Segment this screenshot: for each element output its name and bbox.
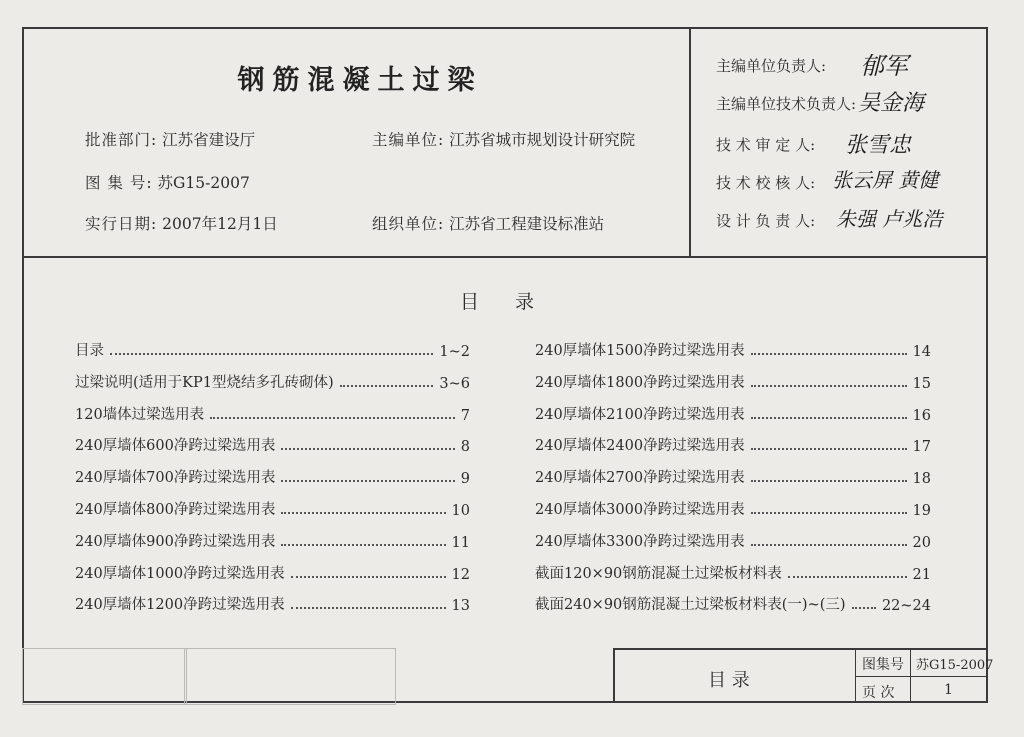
toc-entry-page: 9 (460, 471, 470, 488)
toc-entry-page: 21 (912, 566, 931, 583)
date-label: 实行日期: (85, 215, 158, 233)
org-value: 江苏省工程建设标准站 (449, 215, 605, 233)
title-block-inner-h (855, 676, 988, 677)
toc-entry-title: 240厚墙体1800净跨过梁选用表 (535, 374, 745, 391)
toc-entry-page: 20 (912, 534, 931, 551)
title-block-page-value: 1 (944, 682, 953, 698)
atlas-label: 图 集 号: (85, 174, 153, 192)
toc-entry-title: 240厚墙体3000净跨过梁选用表 (535, 502, 745, 518)
toc-entry (75, 338, 470, 360)
sig-label-chief-tech: 主编单位技术负责人: (716, 95, 857, 113)
toc-entry-page: 12 (451, 566, 470, 583)
title-block-atlas-label: 图集号 (862, 657, 904, 673)
toc-entry (535, 338, 931, 360)
toc-entry-title: 240厚墙体900净跨过梁选用表 (75, 533, 276, 550)
bleed-through-line (184, 648, 187, 705)
toc-entry-title: 240厚墙体600净跨过梁选用表 (75, 438, 276, 455)
toc-entry (535, 529, 931, 551)
bleed-through-box (22, 648, 396, 705)
toc-leader-dots (751, 417, 907, 419)
toc-entry-title: 240厚墙体1500净跨过梁选用表 (535, 343, 745, 359)
toc-leader-dots (852, 607, 876, 609)
toc-entry (75, 592, 470, 614)
title-block-top (613, 648, 988, 650)
header-divider (22, 256, 988, 258)
toc-entry (535, 402, 931, 424)
atlas-value: 苏G15-2007 (157, 174, 250, 192)
toc-entry-page: 13 (451, 598, 470, 615)
toc-leader-dots (281, 512, 445, 514)
toc-entry-page: 16 (912, 407, 931, 424)
toc-entry-page: 15 (912, 375, 931, 392)
toc-entry-title: 240厚墙体800净跨过梁选用表 (75, 502, 276, 518)
toc-entry (535, 592, 931, 614)
toc-entry-title: 过梁说明(适用于KP1型烧结多孔砖砌体) (75, 374, 334, 391)
toc-entry-title: 240厚墙体700净跨过梁选用表 (75, 470, 276, 487)
toc-entry-title: 240厚墙体2100净跨过梁选用表 (535, 406, 745, 423)
signature-chief-tech: 吴金海 (858, 91, 925, 116)
sig-label-designer: 设 计 负 责 人: (716, 212, 816, 230)
toc-leader-dots (751, 544, 907, 546)
toc-entry (75, 529, 470, 551)
editor-label: 主编单位: (372, 131, 445, 149)
page-title: 钢筋混凝土过梁 (237, 65, 483, 96)
toc-entry-page: 17 (912, 439, 931, 456)
toc-entry (535, 465, 931, 487)
toc-entry-page: 3~6 (439, 375, 470, 392)
toc-entry-title: 240厚墙体1000净跨过梁选用表 (75, 565, 285, 582)
toc-entry (535, 433, 931, 455)
editor-value: 江苏省城市规划设计研究院 (449, 131, 636, 149)
toc-leader-dots (291, 576, 446, 578)
signature-designer: 朱强 卢兆浩 (836, 207, 943, 231)
toc-leader-dots (788, 576, 907, 578)
toc-leader-dots (751, 353, 907, 355)
toc-entry (535, 497, 931, 519)
toc-leader-dots (110, 353, 433, 355)
toc-entry-title: 截面240×90钢筋混凝土过梁板材料表(一)~(三) (535, 597, 846, 614)
toc-entry (75, 465, 470, 487)
signature-chief-unit: 郁军 (860, 52, 908, 80)
toc-entry-title: 240厚墙体3300净跨过梁选用表 (535, 533, 745, 550)
toc-entry-page: 18 (912, 471, 931, 488)
toc-leader-dots (751, 512, 907, 514)
toc-entry (75, 433, 470, 455)
toc-entry (535, 561, 931, 583)
toc-entry (75, 497, 470, 519)
title-block-atlas-value: 苏G15-2007 (916, 658, 994, 673)
effective-date (85, 212, 278, 234)
toc-entry-title: 目录 (75, 343, 104, 359)
toc-leader-dots (751, 480, 907, 482)
chief-editor-unit (372, 128, 635, 150)
sig-label-checker: 技 术 校 核 人: (716, 174, 816, 192)
toc-entry-page: 14 (912, 344, 931, 360)
toc-entry-page: 19 (912, 503, 931, 519)
toc-entry (75, 561, 470, 583)
sig-label-chief-unit: 主编单位负责人: (716, 57, 827, 75)
signature-block-divider (689, 27, 691, 257)
toc-leader-dots (751, 448, 907, 450)
toc-leader-dots (281, 544, 445, 546)
toc-entry-page: 10 (451, 503, 470, 519)
toc-leader-dots (340, 385, 434, 387)
toc-entry-title: 240厚墙体2400净跨过梁选用表 (535, 438, 745, 455)
title-block-left (613, 648, 615, 703)
toc-entry (535, 370, 931, 392)
toc-entry (75, 370, 470, 392)
approval-label: 批准部门: (85, 131, 158, 149)
title-block-name: 目 录 (708, 670, 750, 691)
title-block-page-label: 页 次 (862, 685, 895, 701)
toc-entry-page: 7 (460, 407, 470, 424)
toc-entry-page: 8 (460, 439, 470, 456)
approval-department (85, 128, 255, 150)
toc-leader-dots (291, 607, 446, 609)
toc-entry-title: 240厚墙体2700净跨过梁选用表 (535, 470, 745, 487)
toc-entry-title: 120墙体过梁选用表 (75, 406, 205, 423)
toc-entry-page: 11 (451, 534, 470, 551)
toc-entry (75, 402, 470, 424)
toc-heading: 目录 (460, 291, 571, 313)
signature-reviewer: 张雪忠 (845, 133, 912, 158)
toc-entry-page: 1~2 (439, 344, 470, 360)
atlas-number (85, 171, 250, 193)
date-value: 2007年12月1日 (162, 215, 278, 233)
toc-entry-page: 22~24 (881, 598, 931, 615)
toc-entry-title: 240厚墙体1200净跨过梁选用表 (75, 597, 285, 614)
toc-leader-dots (210, 417, 455, 419)
toc-entry-title: 截面120×90钢筋混凝土过梁板材料表 (535, 565, 782, 582)
toc-leader-dots (281, 448, 454, 450)
toc-leader-dots (281, 480, 454, 482)
org-label: 组织单位: (372, 215, 445, 233)
approval-value: 江苏省建设厅 (162, 131, 256, 149)
organizing-unit (372, 212, 604, 234)
sig-label-reviewer: 技 术 审 定 人: (716, 136, 816, 154)
toc-leader-dots (751, 385, 907, 387)
signature-checker: 张云屏 黄健 (832, 168, 939, 192)
